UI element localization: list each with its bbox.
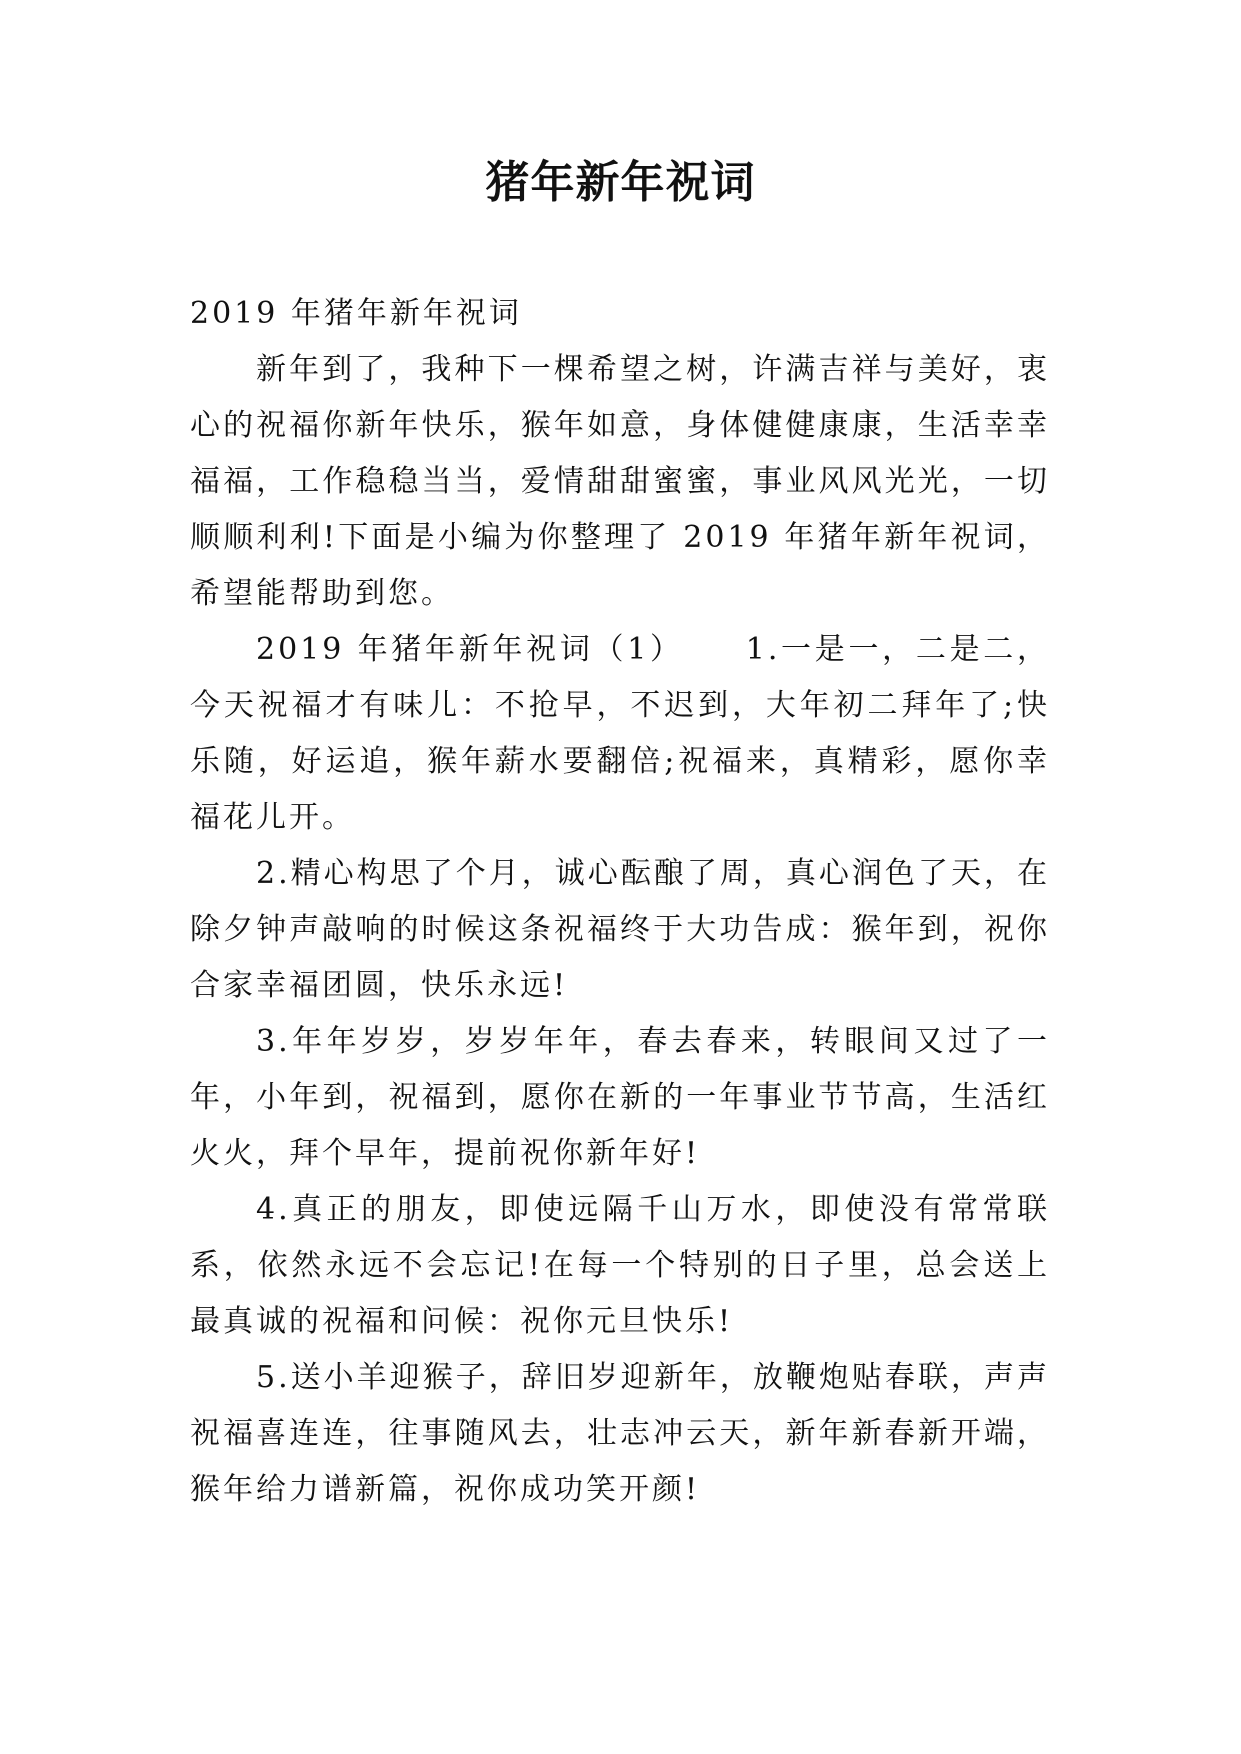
- section-paragraph: [190, 622, 1050, 846]
- greeting-item-2: 2.精心构思了个月，诚心酝酿了周，真心润色了天，在除夕钟声敲响的时候这条祝福终于大功告成：猴年到，祝你合家幸福团圆，快乐永远!: [190, 856, 1050, 1003]
- document-subtitle: 2019 年猪年新年祝词: [190, 296, 522, 331]
- greeting-item-4: 4.真正的朋友，即使远隔千山万水，即使没有常常联系，依然永远不会忘记!在每一个特别的日子里，总会送上最真诚的祝福和问候：祝你元旦快乐!: [190, 1192, 1050, 1339]
- document-body: [190, 286, 1050, 1518]
- greeting-item-1: 1.一是一，二是二，今天祝福才有味儿：不抢早，不迟到，大年初二拜年了;快乐随，好运追，猴年薪水要翻倍;祝福来，真精彩，愿你幸福花儿开。: [190, 632, 1050, 835]
- greeting-item-3: 3.年年岁岁，岁岁年年，春去春来，转眼间又过了一年，小年到，祝福到，愿你在新的一年事业节节高，生活红火火，拜个早年，提前祝你新年好!: [190, 1024, 1050, 1171]
- intro-paragraph: 新年到了，我种下一棵希望之树，许满吉祥与美好，衷心的祝福你新年快乐，猴年如意，身体健健康康，生活幸幸福福，工作稳稳当当，爱情甜甜蜜蜜，事业风风光光，一切顺顺利利!下面是小编为你整理了 2019 年猪年新年祝词，希望能帮助到您。: [190, 352, 1050, 611]
- greeting-item-5: 5.送小羊迎猴子，辞旧岁迎新年，放鞭炮贴春联，声声祝福喜连连，往事随风去，壮志冲云天，新年新春新开端，猴年给力谱新篇，祝你成功笑开颜!: [190, 1360, 1050, 1507]
- document-title: 猪年新年祝词: [485, 157, 756, 208]
- section-heading: 2019 年猪年新年祝词（1）: [256, 632, 684, 667]
